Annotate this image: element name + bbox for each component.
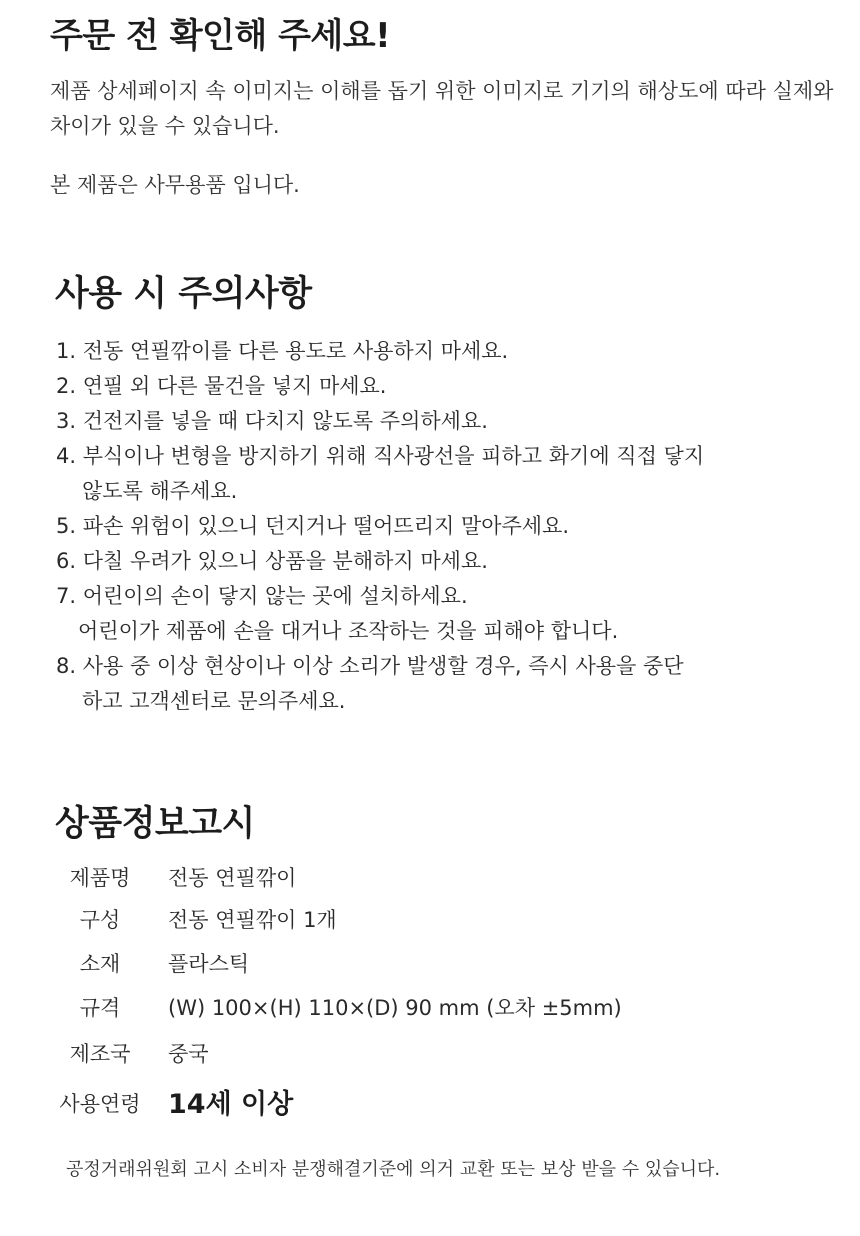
- caution-item-text: 3. 건전지를 넣을 때 다치지 않도록 주의하세요.: [56, 409, 488, 433]
- caution-item-4: [56, 439, 846, 509]
- caution-item-text: 8. 사용 중 이상 현상이나 이상 소리가 발생할 경우, 즉시 사용을 중단: [56, 654, 684, 678]
- caution-item-6: [56, 544, 846, 579]
- intro-paragraph: 제품 상세페이지 속 이미지는 이해를 돕기 위한 이미지로 기기의 해상도에 따라 실제와 차이가 있을 수 있습니다.: [50, 79, 834, 138]
- caution-list: [56, 334, 846, 719]
- caution-item-text: 7. 어린이의 손이 닿지 않는 곳에 설치하세요.: [56, 584, 468, 608]
- caution-item-1: [56, 334, 846, 369]
- caution-item-8: [56, 649, 846, 719]
- spec-value: 플라스틱: [168, 952, 250, 976]
- caution-item-text: 5. 파손 위험이 있으니 던지거나 떨어뜨리지 말아주세요.: [56, 514, 570, 538]
- spec-value: 14세 이상: [168, 1089, 294, 1120]
- page-title: 주문 전 확인해 주세요!: [50, 16, 391, 56]
- spec-row-material: [56, 948, 846, 988]
- spec-label: 사용연령: [59, 1092, 141, 1116]
- spec-label: 제품명: [69, 866, 131, 890]
- ftc-notice: 공정거래위원회 고시 소비자 분쟁해결기준에 의거 교환 또는 보상 받을 수 있습니다.: [66, 1159, 721, 1180]
- spec-value: (W) 100×(H) 110×(D) 90 mm (오차 ±5mm): [168, 996, 622, 1020]
- caution-item-continuation: 하고 고객센터로 문의주세요.: [82, 689, 346, 713]
- caution-title: 사용 시 주의사항: [55, 274, 312, 314]
- caution-item-3: [56, 404, 846, 439]
- spec-value: 전동 연필깎이 1개: [168, 908, 337, 932]
- spec-row-name: [56, 862, 846, 902]
- caution-item-5: [56, 509, 846, 544]
- caution-item-text: 1. 전동 연필깎이를 다른 용도로 사용하지 마세요.: [56, 339, 509, 363]
- spec-row-origin: [56, 1038, 846, 1078]
- caution-item-7: [56, 579, 846, 649]
- spec-row-age: [56, 1088, 846, 1128]
- spec-value: 전동 연필깎이: [168, 866, 297, 890]
- product-info-title: 상품정보고시: [55, 804, 255, 844]
- caution-item-text: 2. 연필 외 다른 물건을 넣지 마세요.: [56, 374, 387, 398]
- intro-section: [50, 74, 840, 197]
- intro-note: 본 제품은 사무용품 입니다.: [50, 173, 300, 197]
- caution-item-text: 4. 부식이나 변형을 방지하기 위해 직사광선을 피하고 화기에 직접 닿지: [56, 444, 705, 468]
- spec-label: 규격: [79, 996, 121, 1020]
- caution-item-2: [56, 369, 846, 404]
- spec-value: 중국: [168, 1042, 209, 1066]
- spec-label: 구성: [79, 908, 121, 932]
- caution-item-text: 6. 다칠 우려가 있으니 상품을 분해하지 마세요.: [56, 549, 488, 573]
- spec-label: 제조국: [69, 1042, 131, 1066]
- spec-row-size: [56, 992, 846, 1032]
- spec-label: 소재: [79, 952, 121, 976]
- spec-row-composition: [56, 904, 846, 944]
- caution-item-continuation: 않도록 해주세요.: [82, 479, 238, 503]
- caution-item-continuation: 어린이가 제품에 손을 대거나 조작하는 것을 피해야 합니다.: [78, 619, 619, 643]
